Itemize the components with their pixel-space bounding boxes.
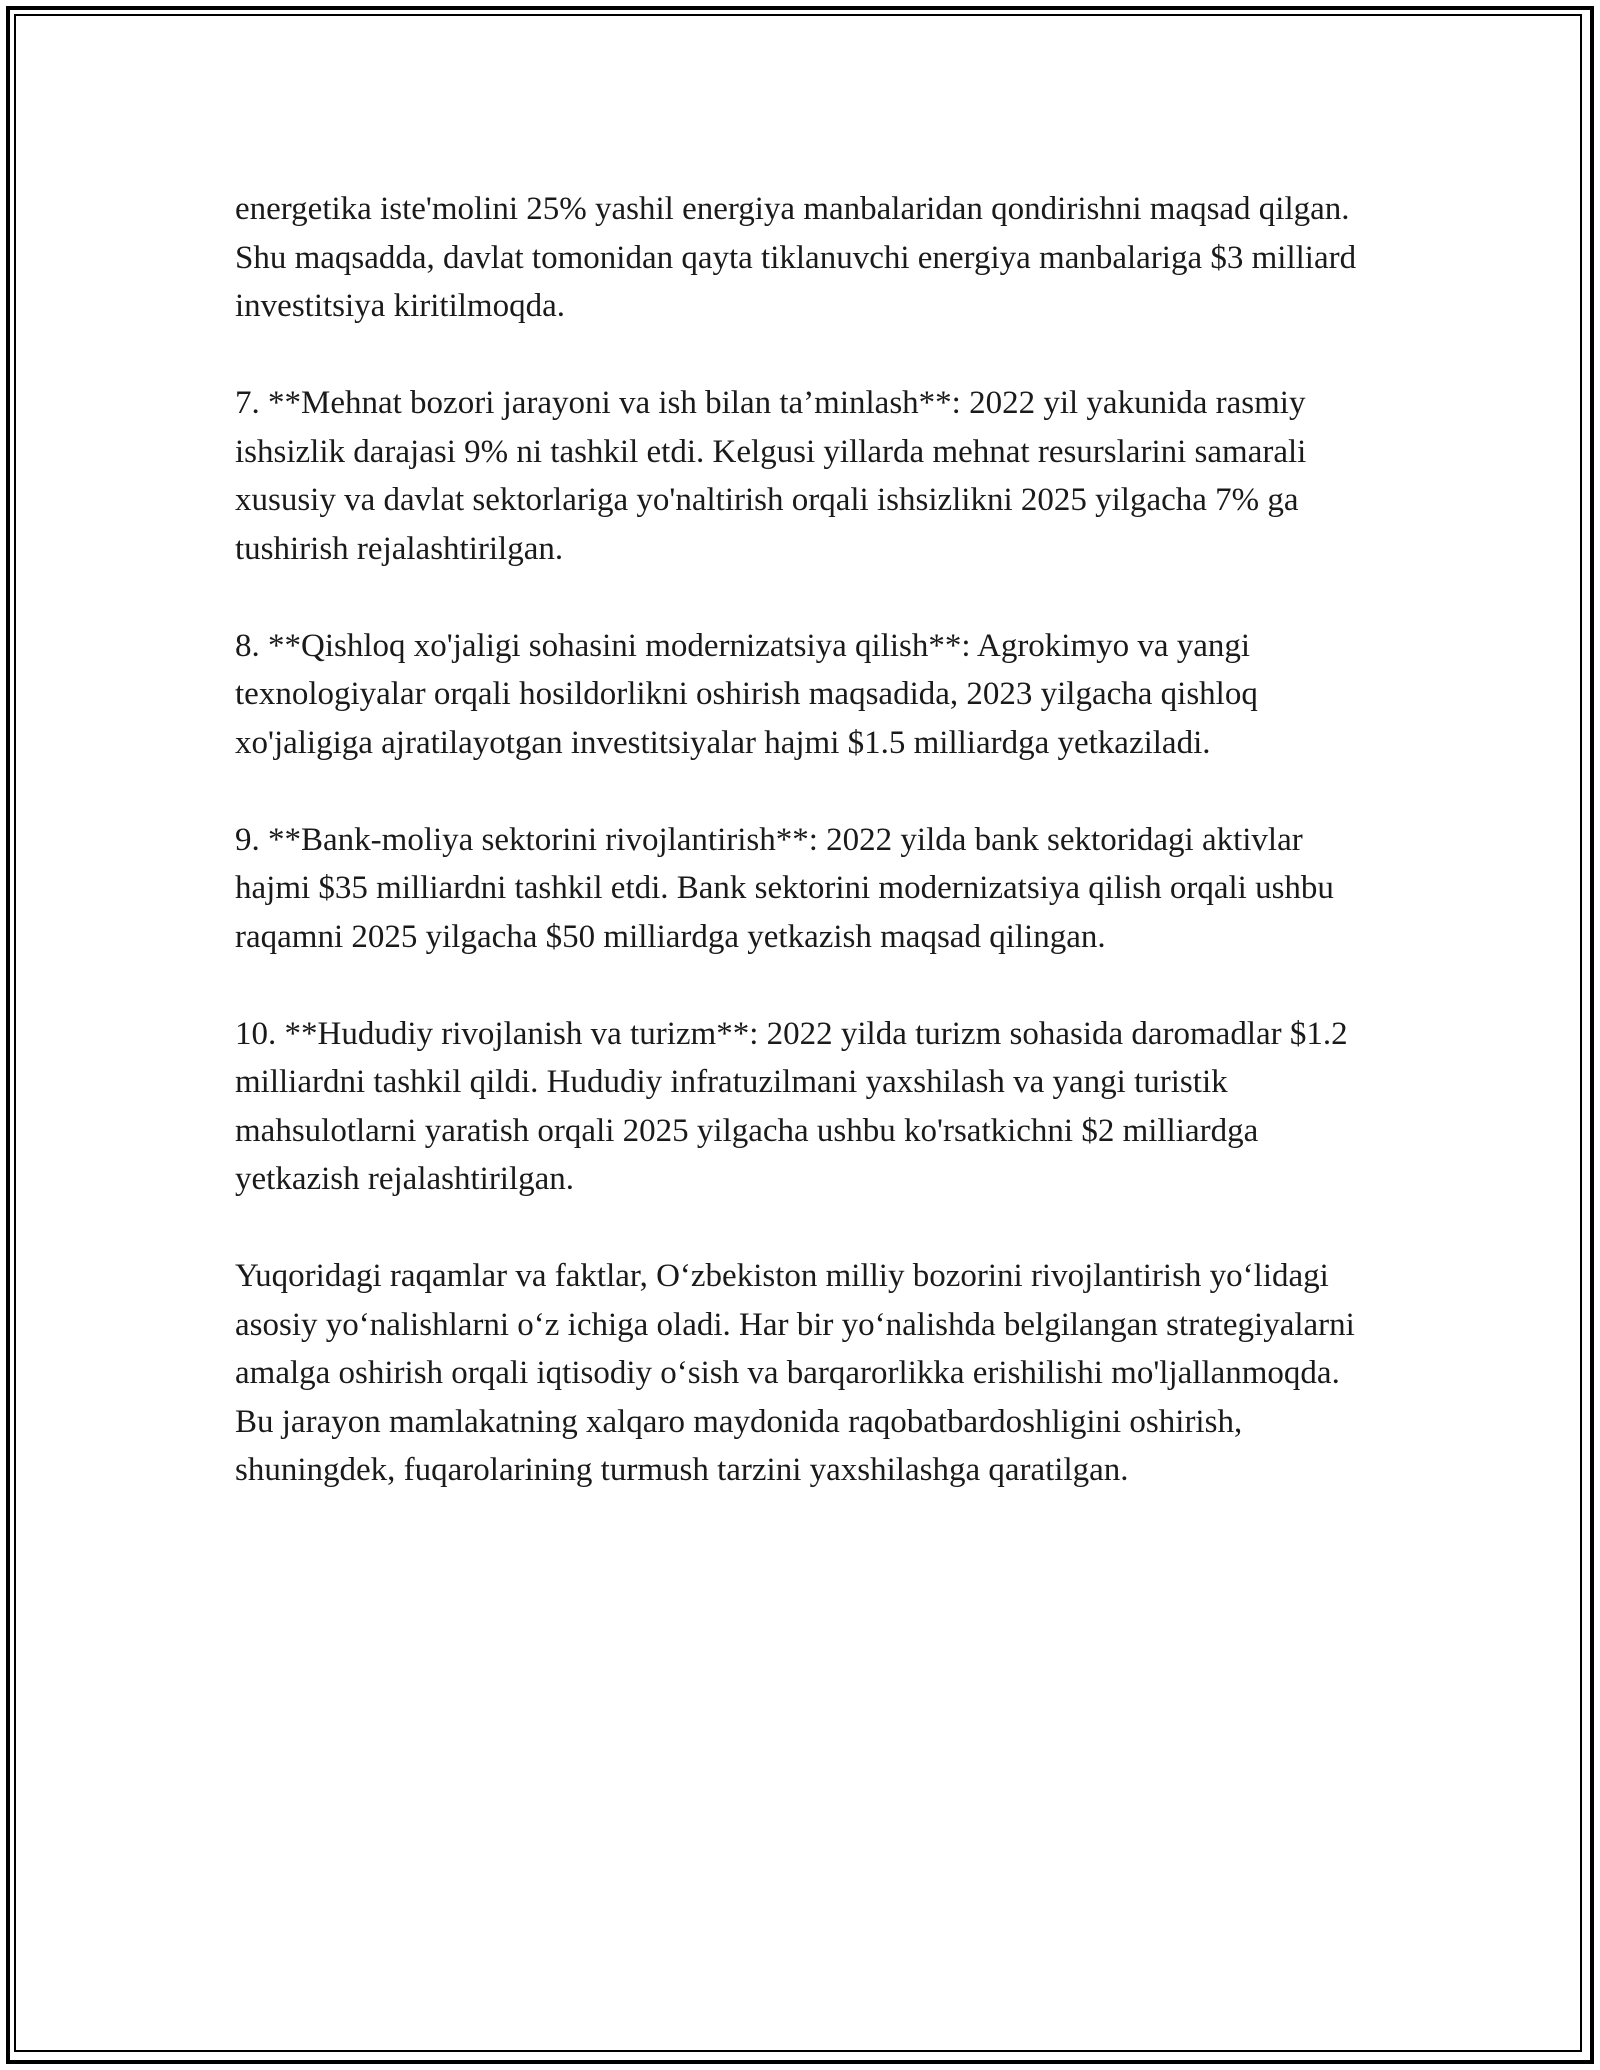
paragraph-banking: 9. **Bank-moliya sektorini rivojlantirish**: 2022 yilda bank sektoridagi aktivlar hajmi $35 milliardni tashkil etdi. Bank sektorini modernizatsiya qilish orqali ushbu raqamni 2025 yilgacha $50 milliardga yetkazish maqsad qilingan.: [235, 821, 1334, 955]
paragraph-labor-market: 7. **Mehnat bozori jarayoni va ish bilan ta’minlash**: 2022 yil yakunida rasmiy ishsizlik darajasi 9% ni tashkil etdi. Kelgusi yillarda mehnat resurslarini samarali xususiy va davlat sektorlariga yo'naltirish orqali ishsizlikni 2025 yilgacha 7% ga tushirish rejalashtirilgan.: [235, 385, 1307, 567]
paragraph-conclusion: Yuqoridagi raqamlar va faktlar, O‘zbekiston milliy bozorini rivojlantirish yo‘lidagi asosiy yo‘nalishlarni o‘z ichiga oladi. Har bir yo‘nalishda belgilangan strategiyalarni amalga oshirish orqali iqtisodiy o‘sish va barqarorlikka erishilishi mo'ljallanmoqda. Bu jarayon mamlakatning xalqaro maydonida raqobatbardoshligini oshirish, shuningdek, fuqarolarining turmush tarzini yaxshilashga qaratilgan.: [235, 1258, 1355, 1488]
paragraph-regional-tourism: 10. **Hududiy rivojlanish va turizm**: 2022 yilda turizm sohasida daromadlar $1.2 milliardni tashkil qildi. Hududiy infratuzilmani yaxshilash va yangi turistik mahsulotlarni yaratish orqali 2025 yilgacha ushbu ko'rsatkichni $2 milliardga yetkazish rejalashtirilgan.: [235, 1015, 1348, 1197]
document-body: [235, 185, 1375, 1543]
paragraph-energy-continuation: energetika iste'molini 25% yashil energiya manbalaridan qondirishni maqsad qilgan. Shu maqsadda, davlat tomonidan qayta tiklanuvchi energiya manbalariga $3 milliard investitsiya kiritilmoqda.: [235, 191, 1357, 324]
paragraph-agriculture: 8. **Qishloq xo'jaligi sohasini modernizatsiya qilish**: Agrokimyo va yangi texnologiyalar orqali hosildorlikni oshirish maqsadida, 2023 yilgacha qishloq xo'jaligiga ajratilayotgan investitsiyalar hajmi $1.5 milliardga yetkaziladi.: [235, 627, 1258, 761]
